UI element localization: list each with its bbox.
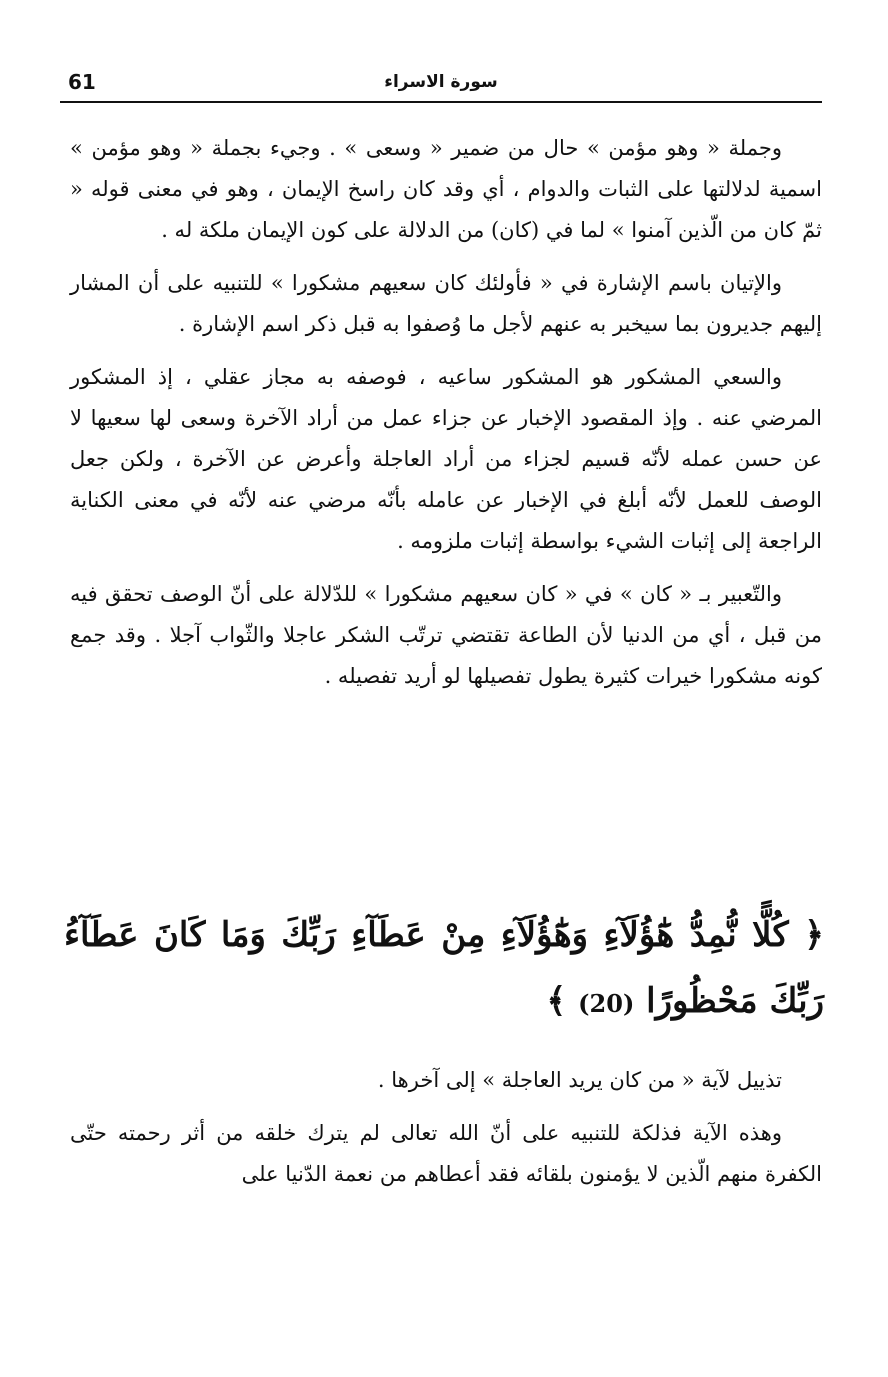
header-divider: [60, 101, 822, 103]
commentary-body: [70, 128, 822, 709]
verse-text: كُلًّا نُّمِدُّ هَٰٓؤُلَآءِ وَهَٰٓؤُلَآءِ مِنْ عَطَآءِ رَبِّكَ وَمَا كَانَ عَطَآءُ رَبِّكَ مَحْظُورًا: [64, 915, 824, 1021]
page-header: [60, 66, 822, 106]
verse-close-bracket: ﴾: [546, 981, 567, 1021]
commentary-continuation: [70, 1060, 822, 1207]
verse-number: (20): [578, 989, 635, 1018]
paragraph: تذييل لآية « من كان يريد العاجلة » إلى آخرها .: [377, 1068, 782, 1092]
page-number: 61: [68, 70, 96, 94]
paragraph: والإتيان باسم الإشارة في « فأولئك كان سعيهم مشكورا » للتنبيه على أن المشار إليهم جديرون بما سيخبر به عنهم لأجل ما وُصفوا به قبل ذكر اسم الإشارة .: [70, 271, 822, 336]
paragraph: والتّعبير بـ « كان » في « كان سعيهم مشكورا » للدّلالة على أنّ الوصف تحقق فيه من قبل ، أي من الدنيا لأن الطاعة تقتضي ترتّب الشكر عاجلا والثّواب آجلا . وقد جمع كونه مشكورا خيرات كثيرة يطول تفصيلها لو أريد تفصيله .: [70, 582, 822, 688]
verse-open-bracket: ﴿: [804, 915, 824, 955]
running-title: سورة الاسراء: [384, 72, 498, 92]
paragraph: والسعي المشكور هو المشكور ساعيه ، فوصفه به مجاز عقلي ، إذ المشكور المرضي عنه . وإذ المقصود الإخبار عن جزاء عمل من أراد الآخرة وسعى لها سعيها لا عن حسن عمله لأنّه قسيم لجزاء من أراد العاجلة وأعرض عن الآخرة ، ولكن جعل الوصف للعمل لأنّه أبلغ في الإخبار عن عامله بأنّه مرضي عنه لأنّه في معنى الكناية الراجعة إلى إثبات الشيء بواسطة إثبات ملزومه .: [70, 365, 822, 553]
paragraph: وهذه الآية فذلكة للتنبيه على أنّ الله تعالى لم يترك خلقه من أثر رحمته حتّى الكفرة منهم الّذين لا يؤمنون بلقائه فقد أعطاهم من نعمة الدّنيا على: [70, 1121, 822, 1186]
quran-verse: [64, 902, 824, 1037]
paragraph: وجملة « وهو مؤمن » حال من ضمير « وسعى » . وجيء بجملة « وهو مؤمن » اسمية لدلالتها على الثبات والدوام ، أي وقد كان راسخ الإيمان ، وهو في معنى قوله « ثمّ كان من الّذين آمنوا » لما في (كان) من الدلالة على كون الإيمان ملكة له .: [70, 136, 822, 242]
